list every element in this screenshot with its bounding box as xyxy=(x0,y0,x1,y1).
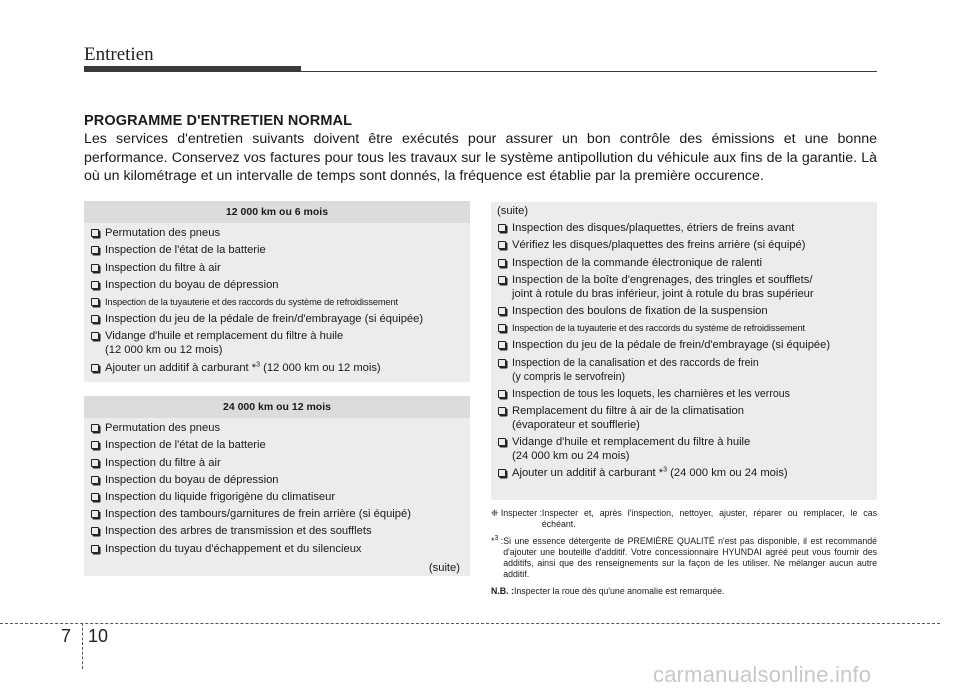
item-line2: (y compris le servofrein) xyxy=(512,370,626,383)
list-item: Inspection de la tuyauterie et des raccords du système de refroidissement xyxy=(90,295,464,309)
list-item-fuel-additive xyxy=(90,361,464,375)
box-header-12000: 12 000 km ou 6 mois xyxy=(84,201,470,223)
list-item: Inspection du filtre à air xyxy=(90,456,464,470)
schedule-box-12000 xyxy=(84,201,470,382)
list-item: Inspection de tous les loquets, les charnières et les verrous xyxy=(497,387,871,401)
additive-interval: (12 000 km ou 12 mois) xyxy=(260,361,381,374)
note-star-sep: : xyxy=(498,536,504,546)
chapter-title: Entretien xyxy=(84,44,154,65)
list-item: Inspection du liquide frigorigène du climatiseur xyxy=(90,490,464,504)
list-item: Permutation des pneus xyxy=(90,226,464,240)
note-inspect-key: ❈ Inspecter : xyxy=(491,508,542,518)
list-item: Vérifiez les disques/plaquettes des freins arrière (si équipé) xyxy=(497,238,871,252)
note-fuel-additive xyxy=(491,536,877,580)
list-item: Inspection du tuyau d'échappement et du silencieux xyxy=(90,542,464,556)
list-item-oil-change xyxy=(90,329,464,357)
item-line2: (évaporateur et soufflerie) xyxy=(512,418,640,431)
list-item: Inspection des boulons de fixation de la suspension xyxy=(497,304,871,318)
continued-label: (suite) xyxy=(497,205,529,217)
note-inspect xyxy=(491,508,877,530)
list-item: Inspection des tambours/garnitures de frein arrière (si équipé) xyxy=(90,507,464,521)
note-nb xyxy=(491,586,877,597)
additive-interval: (24 000 km ou 24 mois) xyxy=(667,467,788,480)
additive-text: Ajouter un additif à carburant * xyxy=(105,361,257,374)
list-item: Inspection des disques/plaquettes, étriers de freins avant xyxy=(497,221,871,235)
list-item xyxy=(497,356,871,384)
list-item: Inspection de l'état de la batterie xyxy=(90,243,464,257)
list-item-oil-change xyxy=(497,435,871,463)
note-nb-text: Inspecter la roue dès qu'une anomalie est remarquée. xyxy=(513,586,725,596)
note-star-text: Si une essence détergente de PREMIÈRE QUALITÉ n'est pas disponible, il est recommandé d'ajouter une bouteille d'additif. Votre concessionnaire HYUNDAI agréé peut vous fournir des additifs, ainsi que des renseignements sur la façon de les utiliser. Ne mélanger aucun autre additif. xyxy=(503,536,877,579)
list-item: Inspection du jeu de la pédale de frein/d'embrayage (si équipée) xyxy=(497,338,871,352)
note-nb-key: N.B. : xyxy=(491,586,514,596)
oil-change-line1: Vidange d'huile et remplacement du filtre à huile xyxy=(105,330,344,343)
list-item: Inspection de la tuyauterie et des raccords du système de refroidissement xyxy=(497,321,871,335)
list-item: Inspection du boyau de dépression xyxy=(90,473,464,487)
schedule-box-24000 xyxy=(84,396,470,576)
box-header-24000: 24 000 km ou 12 mois xyxy=(84,396,470,418)
list-item: Inspection des arbres de transmission et des soufflets xyxy=(90,524,464,538)
list-item: Inspection du jeu de la pédale de frein/d'embrayage (si équipée) xyxy=(90,312,464,326)
footnote-marker: 3 xyxy=(256,360,261,368)
item-line1: Inspection de la boîte d'engrenages, des tringles et soufflets/ xyxy=(512,273,813,286)
watermark: carmanualsonline.info xyxy=(653,662,872,687)
list-item xyxy=(497,404,871,432)
item-line1: Remplacement du filtre à air de la climatisation xyxy=(512,404,744,417)
note-star-symbol: * xyxy=(491,536,495,546)
note-star-key xyxy=(491,536,503,580)
additive-text: Ajouter un additif à carburant * xyxy=(512,467,664,480)
oil-change-line1: Vidange d'huile et remplacement du filtre à huile xyxy=(512,436,751,449)
footnote-marker: 3 xyxy=(663,466,668,474)
list-item: Inspection de l'état de la batterie xyxy=(90,438,464,452)
footnotes xyxy=(491,508,877,603)
item-line2: joint à rotule du bras inférieur, joint à rotule du bras supérieur xyxy=(512,287,814,300)
note-star-sup: 3 xyxy=(494,535,499,543)
list-item-fuel-additive xyxy=(497,466,871,480)
list-item: Inspection du filtre à air xyxy=(90,261,464,275)
list-item xyxy=(497,273,871,301)
chapter-number: 7 xyxy=(61,626,72,646)
list-item: Inspection de la commande électronique de ralenti xyxy=(497,256,871,270)
page-number: 10 xyxy=(88,626,109,646)
list-item: Inspection du boyau de dépression xyxy=(90,278,464,292)
oil-change-line2: (12 000 km ou 12 mois) xyxy=(105,344,223,357)
header-rule-thin xyxy=(84,71,877,72)
note-inspect-text: Inspecter et, après l'inspection, nettoyer, ajuster, réparer ou remplacer, le cas échéant. xyxy=(541,508,877,529)
footer-dashed-rule xyxy=(0,623,940,624)
footer-dashed-divider xyxy=(82,623,83,669)
oil-change-line2: (24 000 km ou 24 mois) xyxy=(512,450,630,463)
intro-paragraph: Les services d'entretien suivants doivent être exécutés pour assurer un bon contrôle des émissions et une bonne performance. Conservez vos factures pour tous les travaux sur le système antipollution du véhicule aux fins de la garantie. Là où un kilométrage et un intervalle de temps sont donnés, la fréquence est établie par la première occurence. xyxy=(84,131,877,184)
item-line1: Inspection de la canalisation et des raccords de frein xyxy=(512,356,759,369)
schedule-box-continued xyxy=(491,202,877,500)
list-item: Permutation des pneus xyxy=(90,421,464,435)
section-title: PROGRAMME D'ENTRETIEN NORMAL xyxy=(84,113,353,129)
continued-label: (suite) xyxy=(428,561,460,574)
